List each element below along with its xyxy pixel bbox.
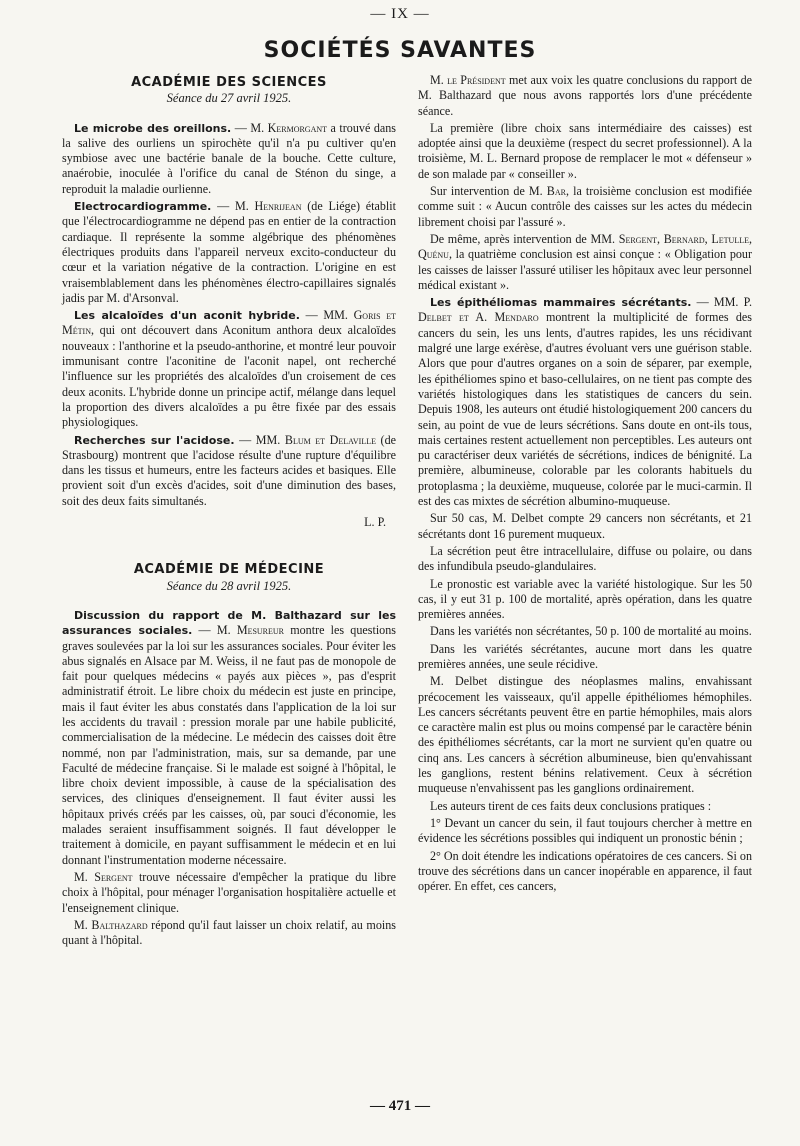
academie-sciences-heading: ACADÉMIE DES SCIENCES (131, 75, 327, 90)
paragraph-premiere-conclusion: La première (libre choix sans intermédiaire des caisses) est adoptée ainsi que la deuxième (respect du secret professionnel). A la troisième, M. L. Bernard propose de remplacer le mot « défenseur » de son malade par « conseiller ». (418, 120, 752, 181)
paragraph-balthazard: M. Balthazard répond qu'il faut laisser un choix relatif, au moins quant à l'hôpital. (62, 917, 396, 948)
seance-date-sciences: Séance du 27 avril 1925. (166, 91, 292, 106)
paragraph-epith: Dans les variétés non sécrétantes, 50 p. 100 de mortalité au moins. (430, 624, 752, 639)
article-epitheliomas: Les épithéliomas mammaires sécrétants. — MM. P. Delbet et A. Mendaro montrent la multiplicité de formes des cancers du sein, les uns lents, d'autres rapides, les uns récidivant malgré une large exérèse, d'autres évoluant vers une guérison stable. Alors que pour d'autres organes on a soin de séparer, par exemple, les épithéliomes spino et baso-cellulaires, on ne tient pas compte des variétés histologiques dans les statistiques de cancers du sein. Depuis 1908, les auteurs ont étudié histologiquement 200 cancers du sein, au point de vue de leurs sécrétions. Sans doute en ont-ils tous, mais certaines restent actuellement non perceptibles. Les auteurs ont pu caractériser deux variétés de sécrétions, indices de bénignité. La première, albumineuse, colorable par les colorants habituels du protoplasma ; la deuxième, muqueuse, colorée par le muci-carmin. Il est des cas mixtes de sécrétion albumino-muqueuse. (418, 295, 752, 509)
paragraph-epith: Les auteurs tirent de ces faits deux conclusions pratiques : (430, 798, 712, 813)
paragraph-quatrieme-conclusion: De même, après intervention de MM. Sergent, Bernard, Letulle, Quénu, la quatrième conclusion est ainsi conçue : « Obligation pour les caisses de laisser l'assuré utiliser les hôpitaux avec leur personnel médical existant ». (418, 231, 753, 292)
paragraph-president: M. le Président met aux voix les quatre conclusions du rapport de M. Balthazard que nous avons rapportés lors d'une précédente séance. (418, 73, 752, 118)
roman-page-number: — IX — (370, 6, 430, 22)
paragraph-sergent: M. Sergent trouve nécessaire d'empêcher la pratique du libre choix à l'hôpital, pour ménager l'organisation hospitalière actuelle et l'enseignement clinique. (62, 869, 396, 915)
page-title: SOCIÉTÉS SAVANTES (263, 38, 537, 63)
article-electrocardiogramme: Electrocardiogramme. — M. Henrijean (de Liége) établit que l'électrocardiogramme ne dépend pas en entier de la contraction cardiaque. Il représente la somme algébrique des phénomènes électriques produits dans l'appareil nerveux excito-conducteur du cœur et la variation négative de la contraction. L'origine en est vraisemblablement dans les phénomènes électro-capillaires signalés jadis par M. d'Arsonval. (62, 199, 396, 305)
right-column (418, 73, 752, 896)
paragraph-epith: Le pronostic est variable avec la variété histologique. Sur les 50 cas, il y eut 31 p. 100 de mortalité, après opération, dans les quatre premières années. (418, 576, 752, 622)
page-number: — 471 — (370, 1098, 430, 1114)
signature: L. P. (364, 515, 386, 530)
article-microbe-oreillons: Le microbe des oreillons. — M. Kermorgant a trouvé dans la salive des ourliens un spirochète qu'il n'a pu cultiver qu'en symbiose avec une bactérie banale de la bouche. Cette culture, anaérobie, inoculée à l'orifice du canal de Sténon du singe, a reproduit la maladie ourlienne. (62, 120, 396, 196)
left-column (62, 73, 396, 950)
seance-date-medecine: Séance du 28 avril 1925. (166, 578, 292, 593)
paragraph-epith: 2° On doit étendre les indications opératoires de ces cancers. Si on trouve des sécrétions dans un cancer inopérable en apparence, il faut opérer. En effet, ces cancers, (418, 848, 752, 894)
paragraph-epith: 1° Devant un cancer du sein, il faut toujours chercher à mettre en évidence les sécrétions possibles qui indiquent un pronostic bénin ; (418, 815, 752, 846)
paragraph-epith: Sur 50 cas, M. Delbet compte 29 cancers non sécrétants, et 21 sécrétants dont 16 purement muqueux. (418, 511, 752, 541)
paragraph-troisieme-conclusion: Sur intervention de M. Bar, la troisième conclusion est modifiée comme suit : « Aucun contrôle des caisses sur les actes du médecin librement choisi par l'assuré ». (418, 184, 753, 229)
paragraph-epith: La sécrétion peut être intracellulaire, diffuse ou polaire, ou dans des infundibula pseudo-glandulaires. (418, 543, 752, 574)
article-acidose: Recherches sur l'acidose. — MM. Blum et Delaville (de Strasbourg) montrent que l'acidose résulte d'une rupture d'équilibre dans les tissus et humeurs, entre les facteurs acides et basiques. Elle provient soit d'un excès d'acides, soit d'une diminution des bases, soit des deux faits simultanés. (62, 432, 396, 508)
paragraph-epith: Dans les variétés sécrétantes, aucune mort dans les quatre premières années, une seule récidive. (418, 641, 752, 671)
academie-medecine-heading: ACADÉMIE DE MÉDECINE (133, 562, 325, 578)
article-alcaloides-aconit: Les alcaloïdes d'un aconit hybride. — MM. Goris et Métin, qui ont découvert dans Aconitum anthora deux alcaloïdes nouveaux : l'anthorine et la pseudo-anthorine, et montré leur pouvoir immunisant contre l'aconitine de l'aconit napel, ont recherché l'influence sur les propriétés des alcaloïdes d'un croisement de ces deux aconits. L'hybride donne un principe actif, mélange dans lequel la proportion des divers alcaloïdes a pu être fixée par des essais physiologiques. (62, 308, 396, 430)
paragraph-epith: M. Delbet distingue des néoplasmes malins, envahissant précocement les vaisseaux, qu'il appelle épithéliomes hémophiles. Les cancers sécrétants peuvent être en partie hémophiles, mais alors ce caractère malin est plus ou moins compensé par le caractère bénin des épithéliomes sécrétants, car la mort ne survient qu'en quatre ou cinq ans. Les cancers à sécrétion albumineuse, bien qu'envahissant les ganglions, restent bénins relativement. Ceux à sécrétion muqueuse n'envahissent pas les ganglions ordinairement. (418, 674, 752, 796)
article-discussion-balthazard: Discussion du rapport de M. Balthazard sur les assurances sociales. — M. Mesureur montre les questions graves soulevées par la loi sur les assurances sociales. Pour éviter les abus signalés en Alsace par M. Weiss, il ne faut pas de monopole de fait pour quelques médecins « payés aux pièces », pas d'esprit administratif étroit. Le libre choix du médecin est juste en principe, mais il faut éviter les abus constatés dans l'application de la loi sur les accidents du travail : pression morale par une habile publicité, commercialisation de la médecine. Le médecin des caisses doit être nommé, non par l'administration, mais, sur sa demande, par une Faculté de médecine française. Si le malade est soigné à l'hôpital, le libre choix devient impossible, à cause de la spécialisation des services, des cliniques d'enseignement. Il faut éviter aussi les hôpitaux privés créés par les caisses, où, par souci d'économie, les malades seraient insuffisamment soignés. Il faut développer le traitement à domicile, en payant suffisamment le médecin et en lui donnant l'instrumentation moderne nécessaire. (62, 608, 396, 867)
